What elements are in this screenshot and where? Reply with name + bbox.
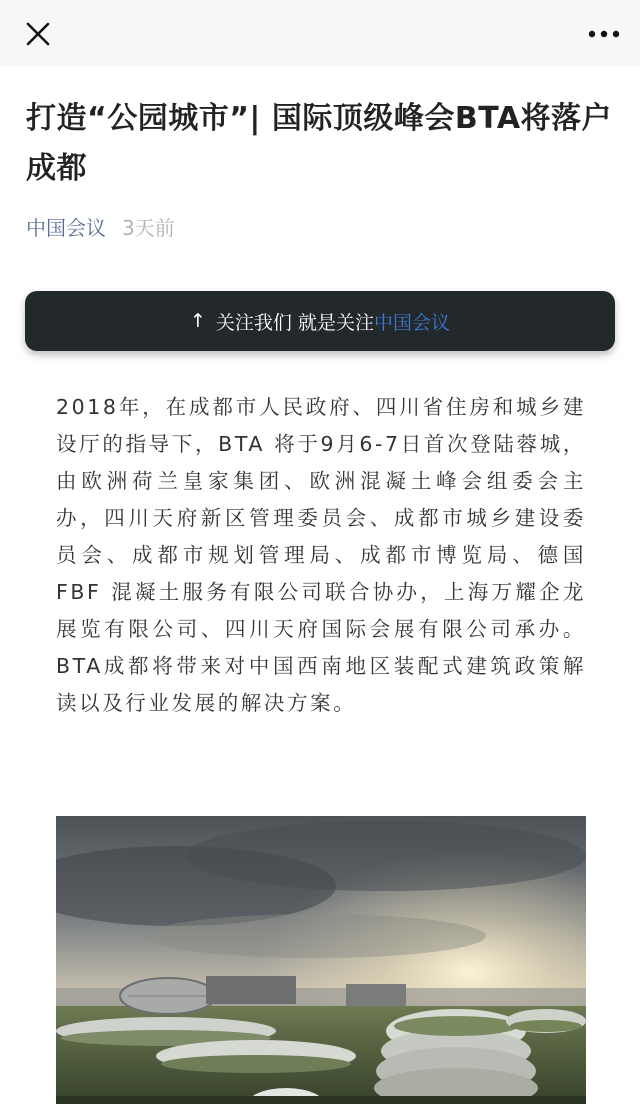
close-icon <box>25 21 51 47</box>
more-dots-icon <box>587 29 621 39</box>
account-name-link[interactable]: 中国会议 <box>26 215 106 240</box>
follow-account-highlight: 中国会议 <box>373 311 450 334</box>
close-button[interactable] <box>18 14 58 54</box>
article-image[interactable] <box>56 816 586 1104</box>
article-meta <box>26 209 175 243</box>
article-paragraph: 2018年，在成都市人民政府、四川省住房和城乡建设厅的指导下，BTA 将于9月6-7日首次登陆蓉城，由欧洲荷兰皇家集团、欧洲混凝土峰会组委会主办，四川天府新区管理委员会、成都市城乡建设委员会、成都市规划管理局、成都市博览局、德国FBF 混凝土服务有限公司联合协办，上海万耀企龙展览有限公司、四川天府国际会展有限公司承办。BTA成都将带来对中国西南地区装配式建筑政策解读以及行业发展的解决方案。 <box>56 395 586 715</box>
top-bar <box>0 0 640 66</box>
more-button[interactable] <box>582 14 626 54</box>
arrow-up-icon: ↑ <box>190 310 206 332</box>
article <box>0 66 640 1104</box>
follow-text: 关注我们 就是关注 <box>215 311 374 334</box>
article-title: 打造“公园城市”| 国际顶级峰会BTA将落户成都 <box>26 101 613 186</box>
architecture-rendering-image <box>56 816 586 1104</box>
publish-time: 3天前 <box>122 215 175 240</box>
follow-banner[interactable] <box>25 291 615 351</box>
